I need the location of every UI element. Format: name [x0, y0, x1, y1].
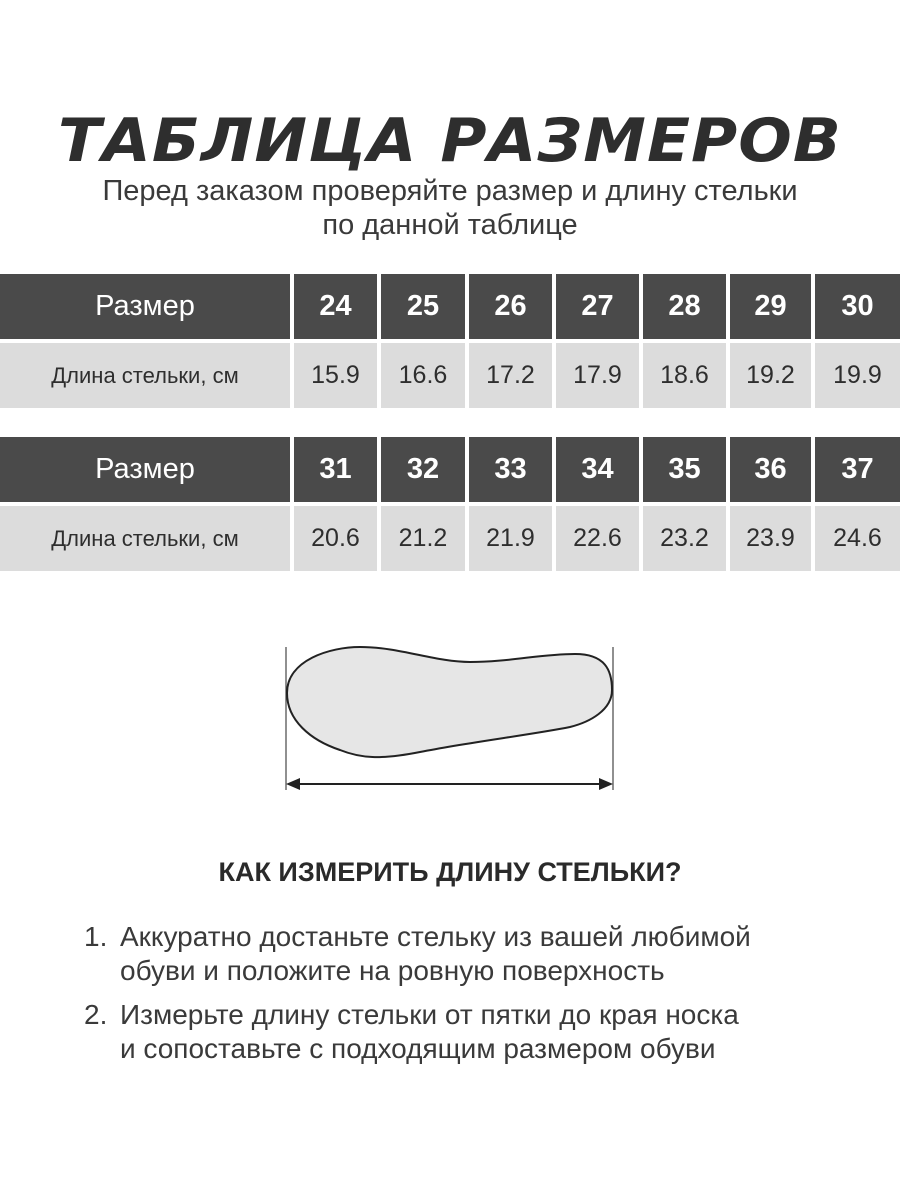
howto-steps: [84, 920, 844, 1076]
length-cell: 21.2: [381, 506, 465, 571]
size-cell: 28: [643, 274, 726, 339]
size-header-row: [0, 437, 900, 502]
size-cell: 36: [730, 437, 811, 502]
length-cell: 18.6: [643, 343, 726, 408]
size-cell: 29: [730, 274, 811, 339]
length-cell: 15.9: [294, 343, 377, 408]
length-row-label: Длина стельки, см: [0, 343, 290, 408]
size-cell: 24: [294, 274, 377, 339]
howto-title: КАК ИЗМЕРИТЬ ДЛИНУ СТЕЛЬКИ?: [218, 857, 682, 887]
size-cell: 31: [294, 437, 377, 502]
size-cell: 35: [643, 437, 726, 502]
size-header-label: Размер: [0, 437, 290, 502]
size-header-label: Размер: [0, 274, 290, 339]
length-cell: 23.2: [643, 506, 726, 571]
page-title: ТАБЛИЦА РАЗМЕРОВ: [58, 106, 842, 176]
page-subtitle: [0, 174, 900, 242]
size-cell: 25: [381, 274, 465, 339]
step-text-line: обуви и положите на ровную поверхность: [120, 955, 665, 986]
howto-step: [84, 998, 844, 1066]
size-cell: 37: [815, 437, 900, 502]
length-cell: 17.9: [556, 343, 639, 408]
step-text-line: Аккуратно достаньте стельку из вашей любимой: [120, 921, 751, 952]
step-text-line: Измерьте длину стельки от пятки до края носка: [120, 999, 739, 1030]
step-text: [120, 998, 844, 1066]
length-cell: 17.2: [469, 343, 552, 408]
length-cell: 16.6: [381, 343, 465, 408]
size-cell: 27: [556, 274, 639, 339]
length-cell: 19.9: [815, 343, 900, 408]
howto-step: [84, 920, 844, 988]
length-cell: 21.9: [469, 506, 552, 571]
length-row: [0, 343, 900, 408]
length-cell: 19.2: [730, 343, 811, 408]
length-cell: 22.6: [556, 506, 639, 571]
size-cell: 30: [815, 274, 900, 339]
size-cell: 33: [469, 437, 552, 502]
length-row-label: Длина стельки, см: [0, 506, 290, 571]
insole-length-diagram-icon: [270, 630, 630, 810]
step-text-line: и сопоставьте с подходящим размером обуви: [120, 1033, 716, 1064]
length-row: [0, 506, 900, 571]
step-number: 2.: [84, 999, 108, 1030]
size-cell: 34: [556, 437, 639, 502]
length-cell: 24.6: [815, 506, 900, 571]
size-cell: 26: [469, 274, 552, 339]
subtitle-line-1: Перед заказом проверяйте размер и длину стельки: [102, 175, 798, 207]
subtitle-line-2: по данной таблице: [322, 209, 578, 241]
size-header-row: [0, 274, 900, 339]
size-cell: 32: [381, 437, 465, 502]
length-cell: 23.9: [730, 506, 811, 571]
step-text: [120, 920, 844, 988]
step-number: 1.: [84, 921, 108, 952]
length-cell: 20.6: [294, 506, 377, 571]
